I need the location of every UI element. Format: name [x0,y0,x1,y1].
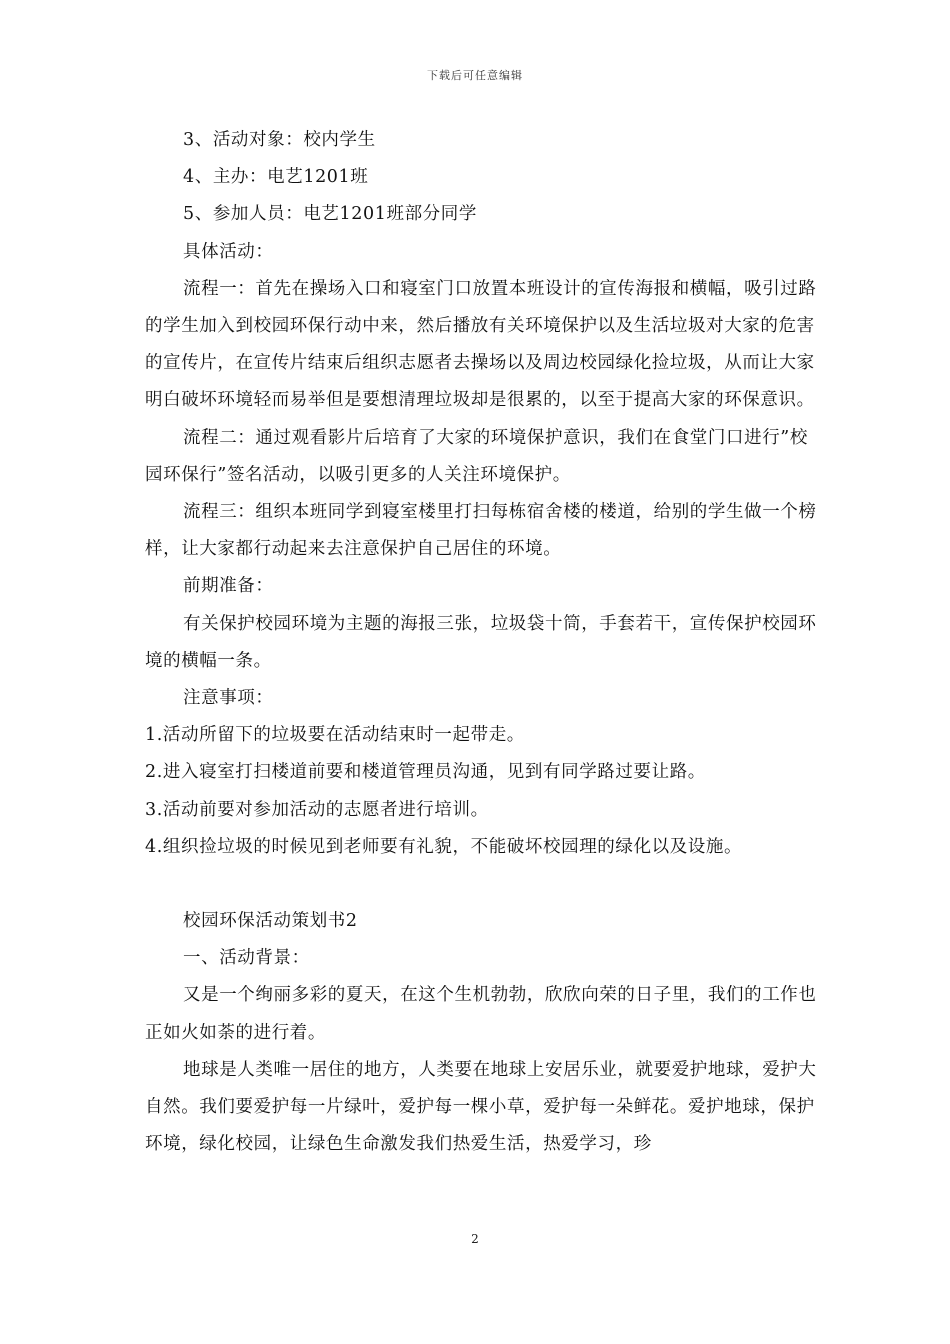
paragraph-background-2: 地球是人类唯一居住的地方，人类要在地球上安居乐业，就要爱护地球，爱护大自然。我们要爱护每一片绿叶，爱护每一棵小草，爱护每一朵鲜花。爱护地球，保护环境，绿化校园，让绿色生命激发我们热爱生活，热爱学习，珍 [145,1059,817,1155]
section-title: 校园环保活动策划书2 [183,911,358,932]
paragraph-activity-target: 3、活动对象：校内学生 [183,130,376,150]
paragraph-activities-heading: 具体活动： [183,241,274,262]
paragraph-note-3: 3.活动前要对参加活动的志愿者进行培训。 [145,799,489,820]
paragraph-background-heading: 一、活动背景： [183,948,310,969]
section-spacer [145,866,825,903]
paragraph-note-2: 2.进入寝室打扫楼道前要和楼道管理员沟通，见到有同学路过要让路。 [145,762,706,783]
document-body [145,122,825,1163]
paragraph-process-two: 流程二：通过观看影片后培育了大家的环境保护意识，我们在食堂门口进行”校园环保行”签名活动，以吸引更多的人关注环境保护。 [145,427,808,485]
paragraph-participants: 5、参加人员：电艺1201班部分同学 [183,204,477,225]
paragraph-organizer: 4、主办：电艺1201班 [183,167,369,188]
paragraph-background-1: 又是一个绚丽多彩的夏天，在这个生机勃勃，欣欣向荣的日子里，我们的工作也正如火如荼的进行着。 [145,985,817,1043]
paragraph-preparation-heading: 前期准备： [183,576,274,597]
paragraph-note-1: 1.活动所留下的垃圾要在活动结束时一起带走。 [145,725,525,746]
paragraph-process-one: 流程一：首先在操场入口和寝室门口放置本班设计的宣传海报和横幅，吸引过路的学生加入到校园环保行动中来，然后播放有关环境保护以及生活垃圾对大家的危害的宣传片，在宣传片结束后组织志愿者去操场以及周边校园绿化捡垃圾，从而让大家明白破坏环境轻而易举但是要想清理垃圾却是很累的，以至于提高大家的环保意识。 [145,278,817,411]
paragraph-note-4: 4.组织捡垃圾的时候见到老师要有礼貌，不能破坏校园理的绿化以及设施。 [145,836,743,857]
page-number: 2 [471,1232,479,1246]
paragraph-preparation: 有关保护校园环境为主题的海报三张，垃圾袋十筒，手套若干，宣传保护校园环境的横幅一条。 [145,613,817,671]
page-header: 下载后可任意编辑 [427,69,523,82]
paragraph-notes-heading: 注意事项： [183,688,274,709]
paragraph-process-three: 流程三：组织本班同学到寝室楼里打扫每栋宿舍楼的楼道，给别的学生做一个榜样，让大家都行动起来去注意保护自己居住的环境。 [145,502,817,560]
